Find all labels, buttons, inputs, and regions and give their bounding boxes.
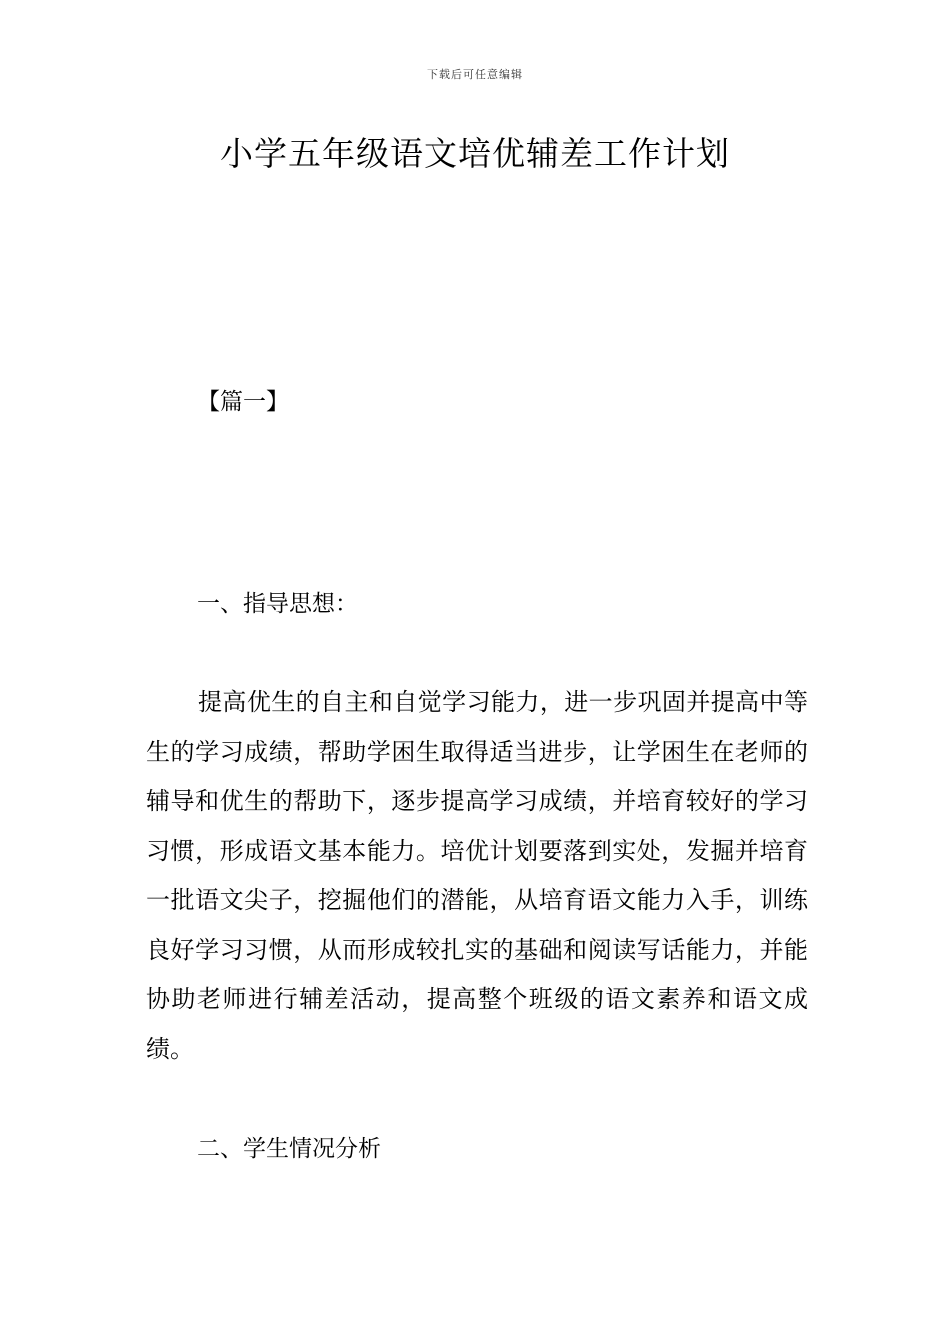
header-note: 下载后可任意编辑 xyxy=(427,68,523,81)
body-paragraph: 提高优生的自主和自觉学习能力，进一步巩固并提高中等生的学习成绩，帮助学困生取得适当进步，让学困生在老师的辅导和优生的帮助下，逐步提高学习成绩，并培育较好的学习习惯，形成语文基本能力。培优计划要落到实处，发掘并培育一批语文尖子，挖掘他们的潜能，从培育语文能力入手，训练良好学习习惯，从而形成较扎实的基础和阅读写话能力，并能协助老师进行辅差活动，提高整个班级的语文素养和语文成绩。 xyxy=(146,688,808,1063)
section-heading-guiding-ideology: 一、指导思想： xyxy=(197,591,358,617)
section-heading-student-analysis: 二、学生情况分析 xyxy=(197,1136,381,1162)
section-tag: 【篇一】 xyxy=(197,389,289,415)
document-title: 小学五年级语文培优辅差工作计划 xyxy=(220,134,730,173)
